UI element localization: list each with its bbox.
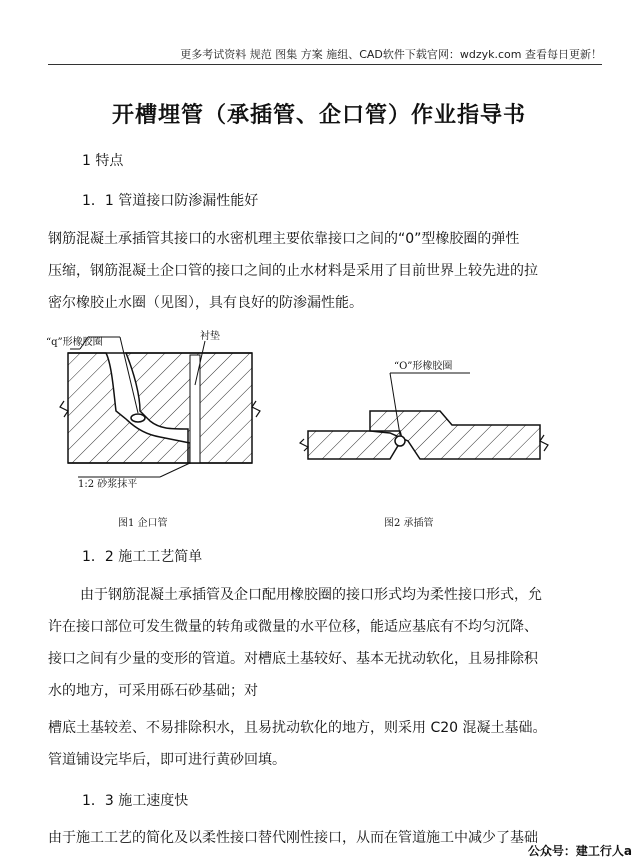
- page-title: 开槽埋管（承插管、企口管）作业指导书: [111, 103, 526, 128]
- text-line: 槽底土基较差、不易排除积水，且易扰动软化的地方，则采用 C20 混凝土基础。: [48, 720, 547, 736]
- figure-1-caption: 图1 企口管: [118, 518, 168, 529]
- header-note: 更多考试资料 规范 图集 方案 施组、CAD软件下载官网：wdzyk.com 查看每日更新！: [180, 48, 602, 61]
- figure-1-label-pad: 衬垫: [200, 331, 220, 342]
- figure-1-q-ring: [131, 414, 145, 422]
- text-line: 由于钢筋混凝土承插管及企口配用橡胶圈的接口形式均为柔性接口形式，允: [80, 587, 542, 603]
- figure-2-diagram: [290, 355, 560, 475]
- figure-2-label-o-ring: “O”形橡胶圈: [394, 361, 453, 372]
- text-line: 压缩，钢筋混凝土企口管的接口之间的止水材料是采用了目前世界上较先进的拉: [48, 263, 538, 279]
- paragraph-foundation: [48, 712, 614, 776]
- text-line: 密尔橡胶止水圈（见图），具有良好的防渗漏性能。: [48, 295, 363, 311]
- figure-1-diagram: [40, 325, 280, 505]
- section-heading-1: 1 特点: [82, 153, 124, 169]
- paragraph-seal-performance: [48, 223, 614, 319]
- header-divider: [48, 64, 602, 65]
- footer-watermark: 公众号：建工行人a: [527, 844, 632, 858]
- section-heading-1-3: 1．3 施工速度快: [82, 793, 189, 809]
- figure-2-caption: 图2 承插管: [384, 518, 434, 529]
- paragraph-process: [48, 579, 614, 707]
- figure-2-spigot: [308, 431, 402, 459]
- figure-1-label-q-ring: “q”形橡胶圈: [46, 337, 103, 348]
- text-line: 许在接口部位可发生微量的转角或微量的水平位移，能适应基底有不均匀沉降、: [48, 619, 538, 635]
- text-line: 水的地方，可采用砾石砂基础；对: [48, 683, 258, 699]
- figure-2-o-ring: [395, 436, 405, 446]
- section-heading-1-2: 1．2 施工工艺简单: [82, 549, 203, 565]
- section-heading-1-1: 1．1 管道接口防渗漏性能好: [82, 193, 259, 209]
- figure-1-label-mortar: 1:2 砂浆抹平: [78, 479, 138, 490]
- figure-2-bell: [370, 411, 540, 459]
- text-line: 管道铺设完毕后，即可进行黄砂回填。: [48, 752, 286, 768]
- text-line: 钢筋混凝土承插管其接口的水密机理主要依靠接口之间的“0”型橡胶圈的弹性: [48, 231, 520, 247]
- text-line: 接口之间有少量的变形的管道。对槽底土基较好、基本无扰动软化，且易排除积: [48, 651, 538, 667]
- text-line: 由于施工工艺的简化及以柔性接口替代刚性接口，从而在管道施工中减少了基础: [48, 830, 538, 846]
